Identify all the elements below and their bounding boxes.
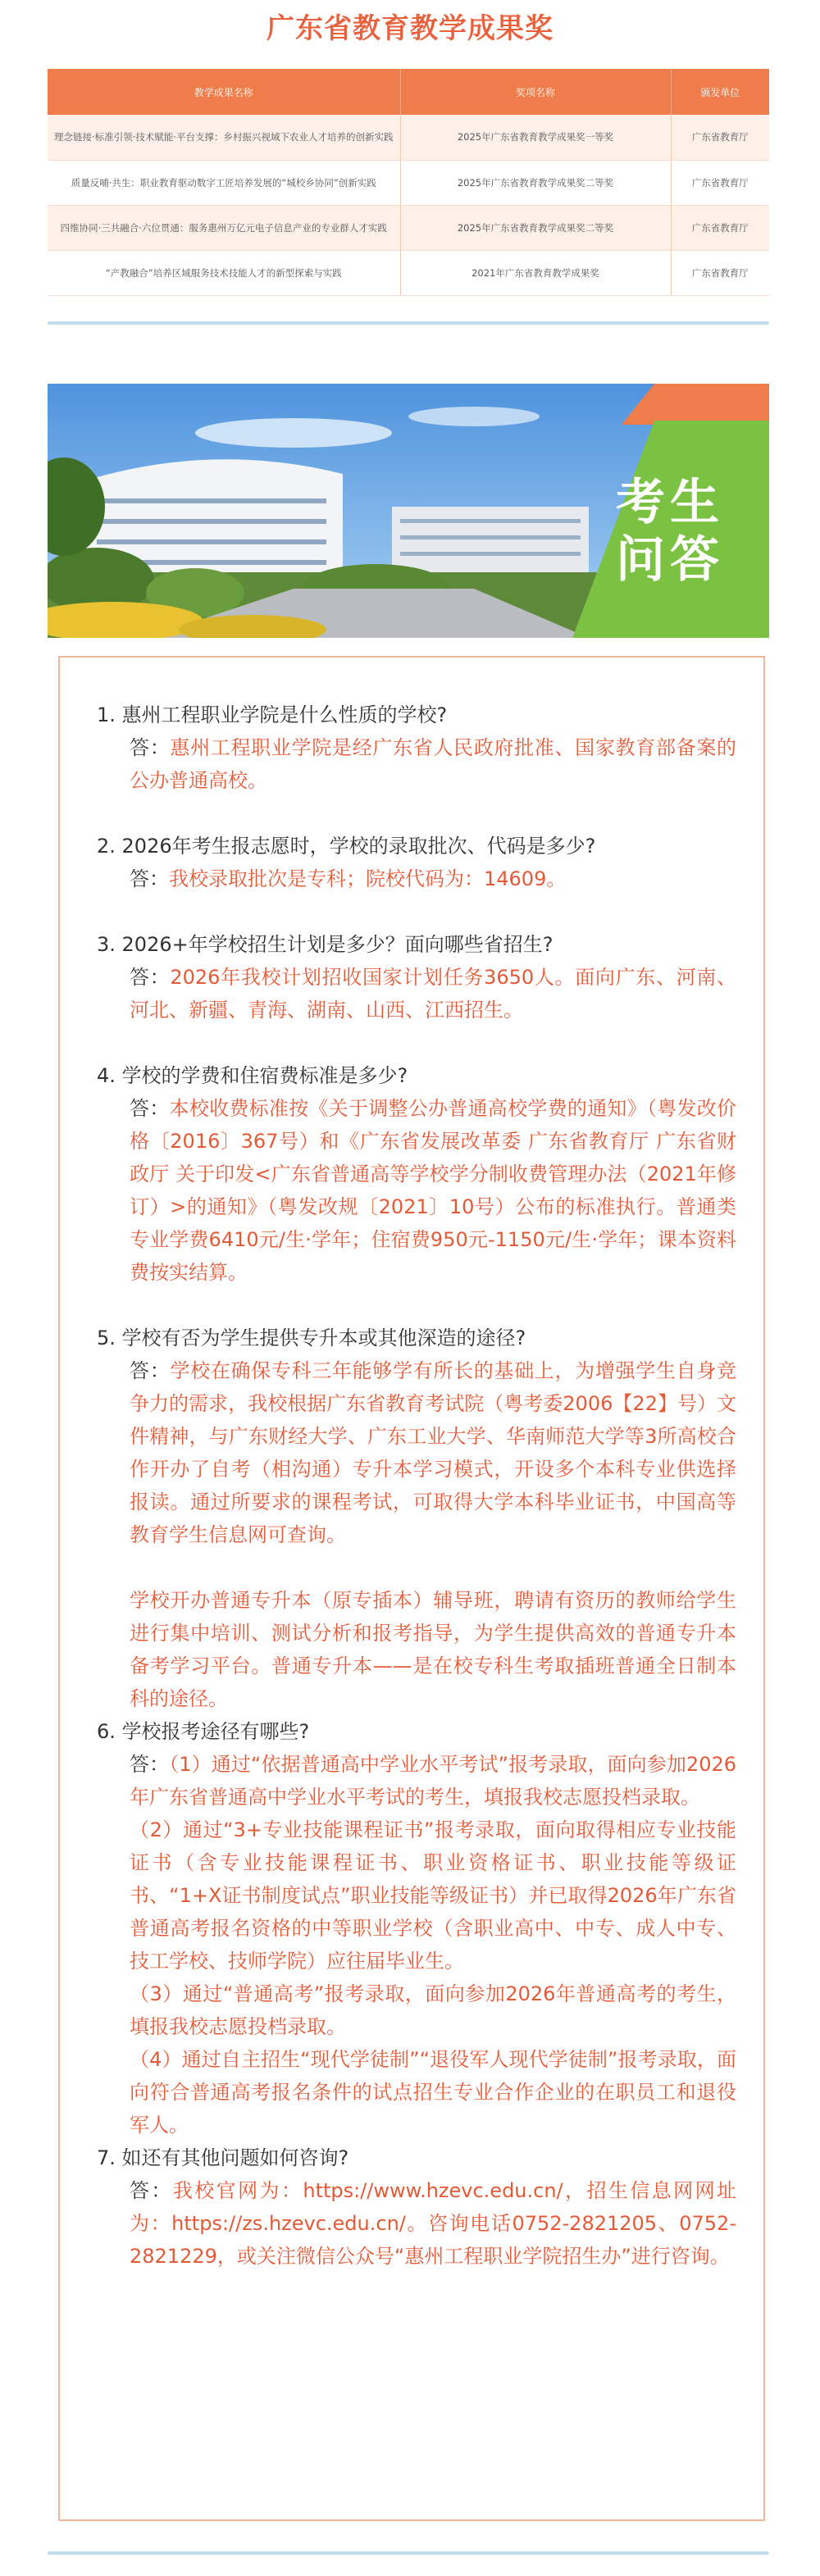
faq-item <box>97 1715 736 2141</box>
cell-issuer: 广东省教育厅 <box>671 250 769 295</box>
bottom-divider <box>48 2551 769 2555</box>
cell-achievement-name: 四维协同·三共融合·六位贯通：服务惠州万亿元电子信息产业的专业群人才实践 <box>48 205 400 250</box>
answer-label: 答： <box>130 1753 170 1776</box>
column-header-issuer: 颁发单位 <box>671 69 769 115</box>
awards-title: 广东省教育教学成果奖 <box>266 12 554 45</box>
faq-answer <box>97 731 736 797</box>
column-header-award: 奖项名称 <box>400 69 671 115</box>
cell-achievement-name: 理念链接·标准引领·技术赋能·平台支撑：乡村振兴视域下农业人才培养的创新实践 <box>48 115 400 160</box>
answer-text: 学校在确保专科三年能够学有所长的基础上，为增强学生自身竞争力的需求，我校根据广东省教育考试院（粤考委2006【22】号）文件精神，与广东财经大学、广东工业大学、华南师范大学等3所高校合作开办了自考（相沟通）专升本学习模式，开设多个本科专业供选择报读。通过所要求的课程考试，可取得大学本科毕业证书，中国高等教育学生信息网可查询。 <box>130 1359 737 1546</box>
faq-answer-route: （3）通过“普通高考”报考录取，面向参加2026年普通高考的考生，填报我校志愿投档录取。 <box>130 1982 736 2038</box>
faq-answer-extra: 学校开办普通专升本（原专插本）辅导班，聘请有资历的教师给学生进行集中培训、测试分析和报考指导，为学生提供高效的普通专升本备考学习平台。普通专升本——是在校专科生考取插班普通全日制本科的途径。 <box>130 1589 736 1710</box>
answer-label: 答： <box>130 1359 171 1382</box>
cell-award-name: 2025年广东省教育教学成果奖二等奖 <box>400 160 671 205</box>
cell-achievement-name: “产教融合”培养区域服务技术技能人才的新型探索与实践 <box>48 250 400 295</box>
faq-answer-route: （4）通过自主招生“现代学徒制”“退役军人现代学徒制”报考录取，面向符合普通高考报名条件的试点招生专业合作企业的在职员工和退役军人。 <box>130 2048 736 2137</box>
faq-answer <box>97 2174 736 2273</box>
answer-label: 答： <box>130 1097 170 1120</box>
table-row <box>48 205 769 250</box>
cell-award-name: 2025年广东省教育教学成果奖一等奖 <box>400 115 671 160</box>
awards-table <box>48 69 769 296</box>
answer-label: 答： <box>130 966 171 989</box>
faq-box <box>58 656 765 2521</box>
faq-item <box>97 699 736 797</box>
faq-question: 3. 2026+年学校招生计划是多少？面向哪些省招生? <box>97 933 554 956</box>
faq-question: 4. 学校的学费和住宿费标准是多少? <box>97 1064 408 1087</box>
banner-title <box>592 474 748 589</box>
faq-answer <box>97 1354 736 1551</box>
cell-achievement-name: 质量反哺·共生：职业教育驱动数字工匠培养发展的“城校乡协同”创新实践 <box>48 160 400 205</box>
table-row <box>48 115 769 160</box>
answer-text: 2026年我校计划招收国家计划任务3650人。面向广东、河南、河北、新疆、青海、湖南、山西、江西招生。 <box>130 966 737 1022</box>
faq-item <box>97 928 736 1026</box>
cell-issuer: 广东省教育厅 <box>671 115 769 160</box>
faq-list <box>97 699 736 2273</box>
faq-item <box>97 2141 736 2273</box>
faq-answer <box>97 961 736 1026</box>
faq-answer <box>97 1748 736 1814</box>
column-header-name: 教学成果名称 <box>48 69 400 115</box>
table-row <box>48 160 769 205</box>
cell-issuer: 广东省教育厅 <box>671 160 769 205</box>
faq-question: 7. 如还有其他问题如何咨询? <box>97 2146 349 2169</box>
faq-question: 2. 2026年考生报志愿时，学校的录取批次、代码是多少? <box>97 835 596 858</box>
faq-question: 5. 学校有否为学生提供专升本或其他深造的途径? <box>97 1327 526 1349</box>
faq-answer <box>97 862 736 895</box>
answer-text: （1）通过“依据普通高中学业水平考试”报考录取，面向参加2026年广东省普通高中学业水平考试的考生，填报我校志愿投档录取。 <box>130 1753 736 1809</box>
awards-header-row <box>48 69 769 115</box>
faq-answer <box>97 1092 736 1289</box>
faq-item <box>97 1059 736 1289</box>
table-row <box>48 250 769 295</box>
faq-question: 6. 学校报考途径有哪些? <box>97 1720 310 1743</box>
answer-text: 本校收费标准按《关于调整公办普通高校学费的通知》（粤发改价格〔2016〕367号）和《广东省发展改革委 广东省教育厅 广东省财政厅 关于印发<广东省普通高等学校学分制收费管理办法（2021年修订）>的通知》（粤发改规〔2021〕10号）公布的标准执行。普通类专业学费6410元/生·学年；住宿费950元-1150元/生·学年；课本资料费按实结算。 <box>130 1097 737 1284</box>
faq-item <box>97 830 736 895</box>
cell-award-name: 2021年广东省教育教学成果奖 <box>400 250 671 295</box>
answer-text: 惠州工程职业学院是经广东省人民政府批准、国家教育部备案的公办普通高校。 <box>130 736 737 792</box>
cell-award-name: 2025年广东省教育教学成果奖二等奖 <box>400 205 671 250</box>
faq-question: 1. 惠州工程职业学院是什么性质的学校? <box>97 703 448 726</box>
answer-label: 答： <box>130 2179 173 2202</box>
answer-label: 答： <box>130 736 171 759</box>
banner-title-line2: 问答 <box>616 531 724 589</box>
answer-text: 我校录取批次是专科；院校代码为：14609。 <box>169 867 567 890</box>
answer-label: 答： <box>130 867 169 890</box>
faq-item <box>97 1322 736 1715</box>
cell-issuer: 广东省教育厅 <box>671 205 769 250</box>
faq-answer-route: （2）通过“3+专业技能课程证书”报考录取，面向取得相应专业技能证书（含专业技能课程证书、职业资格证书、职业技能等级证书、“1+X证书制度试点”职业技能等级证书）并已取得2026年广东省普通高考报名资格的中等职业学校（含职业高中、中专、成人中专、技工学校、技师学院）应往届毕业生。 <box>130 1818 736 1973</box>
answer-text: 我校官网为：https://www.hzevc.edu.cn/，招生信息网网址为：https://zs.hzevc.edu.cn/。咨询电话0752-2821205、0752-2821229，或关注微信公众号“惠州工程职业学院招生办”进行咨询。 <box>130 2179 736 2268</box>
banner-title-line1: 考生 <box>616 474 724 531</box>
banner <box>48 384 769 638</box>
section-divider <box>48 321 769 325</box>
